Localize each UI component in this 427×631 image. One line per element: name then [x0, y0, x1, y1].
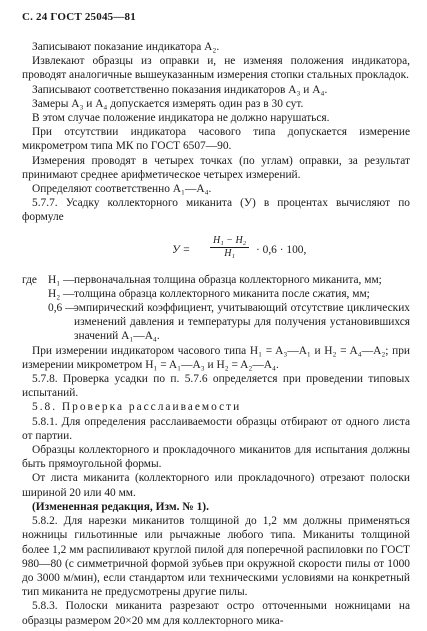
- definition-term: 0,6 —: [48, 302, 77, 315]
- formula-fraction: [210, 235, 249, 260]
- formula-denominator: H₁: [224, 247, 235, 259]
- paragraph: Замеры A₃ и A₄ допускается измерять один раз в 30 сут.: [32, 97, 304, 110]
- paragraph: Извлекают образцы из оправки и, не изменяя положения индикатора, проводят аналогичные вышеуказанным измерения стопки стальных прокладок.: [22, 55, 410, 82]
- definition-h2: [22, 287, 410, 301]
- definition-text: толщина образца коллекторного миканита после сжатия, мм;: [74, 287, 370, 300]
- formula-rest: · 0,6 · 100,: [256, 243, 307, 256]
- shrinkage-formula: [172, 235, 410, 265]
- paragraph: 5.8.2. Для нарезки миканитов толщиной до 1,2 мм должны применяться ножницы гильотинные или рычажные любого типа. Миканиты толщиной более 1,2 мм распиливают круглой пилой для поперечной распиловки по ГОСТ 980—80 (с симметричной формой зубьев при окружной скорости пилы от 1000 до 3000 м/мин), если стандартом или техническими условиями на конкретный тип миканита не предусмотрены другие пилы.: [22, 515, 410, 599]
- paragraph: Определяют соответственно A₁—A₄.: [32, 183, 212, 196]
- definition-coefficient: [22, 301, 410, 344]
- definition-text: эмпирический коэффициент, учитывающий отсутствие циклических изменений давления и температуры для получения установившихся значений A₁—A₄.: [74, 302, 410, 343]
- paragraph: 5.7.7. Усадку коллекторного миканита (У) в процентах вычисляют по формуле: [22, 197, 410, 224]
- page-header: С. 24 ГОСТ 25045—81: [22, 11, 136, 23]
- paragraph: 5.8.1. Для определения расслаиваемости образцы отбирают от одного листа от партии.: [22, 415, 410, 442]
- paragraph: При отсутствии индикатора часового типа допускается измерение микрометром типа МК по ГОСТ 6507—90.: [22, 126, 410, 153]
- section-heading: 5.8. Проверка расслаиваемости: [32, 401, 242, 414]
- formula-lhs: У =: [172, 243, 191, 256]
- paragraph: 5.8.3. Полоски миканита разрезают остро отточенными ножницами на образцы размером 20×20 мм для коллекторного мика-: [22, 600, 410, 627]
- paragraph: При измерении индикатором часового типа H₁ = A₃—A₁ и H₂ = A₄—A₂; при измерении микрометром H₁ = A₁—A₃ и H₂ = A₂—A₄.: [22, 344, 410, 371]
- paragraph: 5.7.8. Проверка усадки по п. 5.7.6 определяется при проведении типовых испытаний.: [22, 373, 410, 400]
- where-word: где: [22, 273, 37, 286]
- paragraph: Образцы коллекторного и прокладочного миканитов для испытания должны быть прямоугольной формы.: [22, 444, 410, 471]
- paragraph: В этом случае положение индикатора не должно нарушаться.: [32, 112, 330, 125]
- paragraph: От листа миканита (коллекторного или прокладочного) отрезают полоски шириной 20 или 40 мм.: [22, 472, 410, 499]
- paragraph: Записывают показание индикатора A₂.: [32, 41, 220, 53]
- paragraph: Записывают соответственно показания индикаторов A₃ и A₄.: [32, 83, 328, 96]
- definition-text: первоначальная толщина образца коллекторного миканита, мм;: [74, 273, 382, 286]
- definition-h1: [22, 273, 410, 287]
- page-content: [22, 40, 410, 628]
- definition-term: H₁ —: [48, 273, 75, 286]
- definition-term: H₂ —: [48, 287, 75, 300]
- formula-numerator: H₁ − H₂: [210, 235, 249, 248]
- paragraph: Измерения проводят в четырех точках (по углам) оправки, за результат принимают среднее арифметическое четырех измерений.: [22, 154, 410, 181]
- amendment-note: (Измененная редакция, Изм. № 1).: [32, 500, 209, 513]
